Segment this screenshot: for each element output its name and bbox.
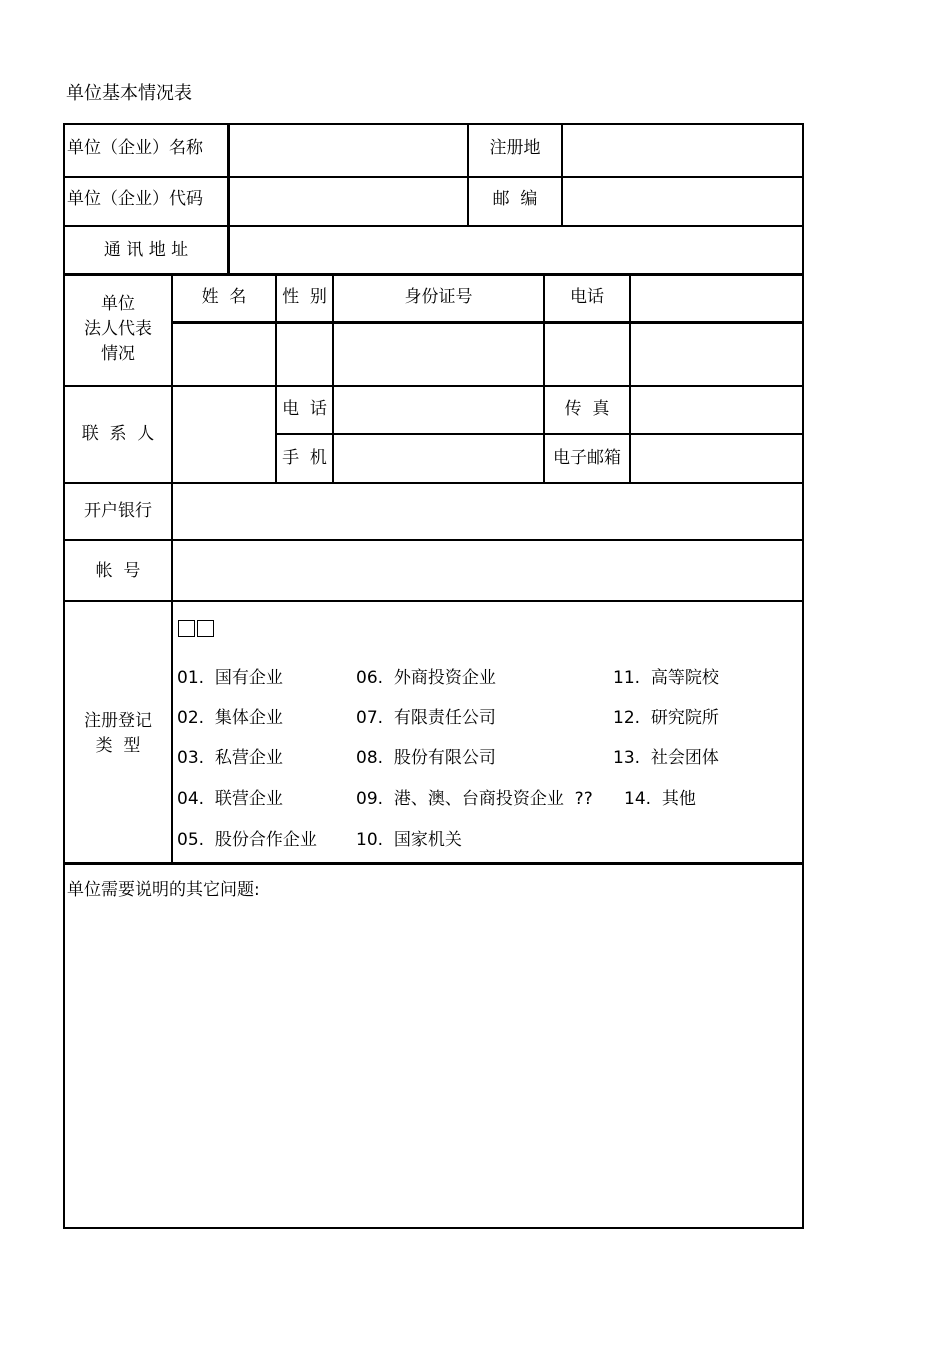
contact-phone-label: 电 话 (282, 399, 327, 419)
row-divider (63, 273, 804, 276)
unit-code-field[interactable] (230, 178, 467, 225)
postcode-label: 邮 编 (492, 189, 538, 209)
row-divider (63, 600, 804, 602)
postcode-field[interactable] (563, 178, 802, 225)
reg-type-option: 11. 高等院校 (613, 668, 719, 688)
legal-rep-label-line: 法人代表 (84, 319, 152, 339)
reg-type-label-line: 类 型 (95, 736, 141, 756)
code-digit-box[interactable] (178, 620, 195, 637)
legal-rep-id-field[interactable] (334, 324, 543, 385)
reg-type-option: 13. 社会团体 (613, 748, 719, 768)
contact-fax-field[interactable] (631, 387, 802, 433)
reg-type-option: 09. 港、澳、台商投资企业 ?? (356, 789, 593, 809)
unit-code-label: 单位（企业）代码 (67, 189, 203, 209)
col-id-header: 身份证号 (404, 287, 473, 307)
legal-rep-name-field[interactable] (173, 324, 275, 385)
col-phone-header: 电话 (570, 287, 604, 307)
row-divider (63, 862, 804, 865)
reg-type-option: 06. 外商投资企业 (356, 668, 496, 688)
reg-place-field[interactable] (563, 125, 802, 176)
address-field[interactable] (230, 227, 802, 273)
contact-mobile-field[interactable] (334, 435, 543, 482)
border-bottom (63, 1227, 804, 1229)
notes-label: 单位需要说明的其它问题: (67, 880, 260, 900)
page-title: 单位基本情况表 (66, 83, 192, 104)
reg-place-label: 注册地 (489, 138, 541, 158)
col-name-header: 姓 名 (201, 287, 247, 307)
reg-type-option: 07. 有限责任公司 (356, 708, 496, 728)
reg-type-option: 10. 国家机关 (356, 830, 462, 850)
reg-type-option: 01. 国有企业 (177, 668, 283, 688)
bank-field[interactable] (173, 484, 802, 539)
reg-type-option: 02. 集体企业 (177, 708, 283, 728)
border-right (802, 123, 804, 1229)
reg-type-option: 04. 联营企业 (177, 789, 283, 809)
account-label: 帐 号 (95, 561, 141, 581)
contact-email-label: 电子邮箱 (553, 448, 621, 468)
reg-type-option: 05. 股份合作企业 (177, 830, 317, 850)
col-gender-header: 性 别 (282, 287, 327, 307)
code-digit-box[interactable] (197, 620, 214, 637)
reg-type-option: 03. 私营企业 (177, 748, 283, 768)
legal-rep-label-line: 情况 (101, 344, 135, 364)
contact-email-field[interactable] (631, 435, 802, 482)
contact-fax-label: 传 真 (564, 399, 610, 419)
contact-label: 联 系 人 (81, 424, 155, 444)
legal-rep-phone-field[interactable] (545, 324, 629, 385)
account-field[interactable] (173, 541, 802, 600)
reg-type-option: 12. 研究院所 (613, 708, 719, 728)
bank-label: 开户银行 (84, 501, 152, 521)
address-label: 通 讯 地 址 (103, 240, 189, 260)
unit-name-label: 单位（企业）名称 (67, 138, 203, 158)
reg-type-option: 08. 股份有限公司 (356, 748, 496, 768)
reg-type-code-boxes (178, 620, 214, 637)
reg-type-label (65, 709, 171, 759)
legal-rep-label-line: 单位 (101, 294, 135, 314)
unit-name-field[interactable] (230, 125, 467, 176)
legal-rep-gender-field[interactable] (277, 324, 332, 385)
contact-mobile-label: 手 机 (282, 448, 327, 468)
reg-type-label-line: 注册登记 (84, 711, 152, 731)
legal-rep-label (65, 292, 171, 367)
contact-name-field[interactable] (173, 387, 275, 482)
notes-field[interactable] (65, 905, 802, 1227)
contact-phone-field[interactable] (334, 387, 543, 433)
reg-type-option: 14. 其他 (624, 789, 696, 809)
